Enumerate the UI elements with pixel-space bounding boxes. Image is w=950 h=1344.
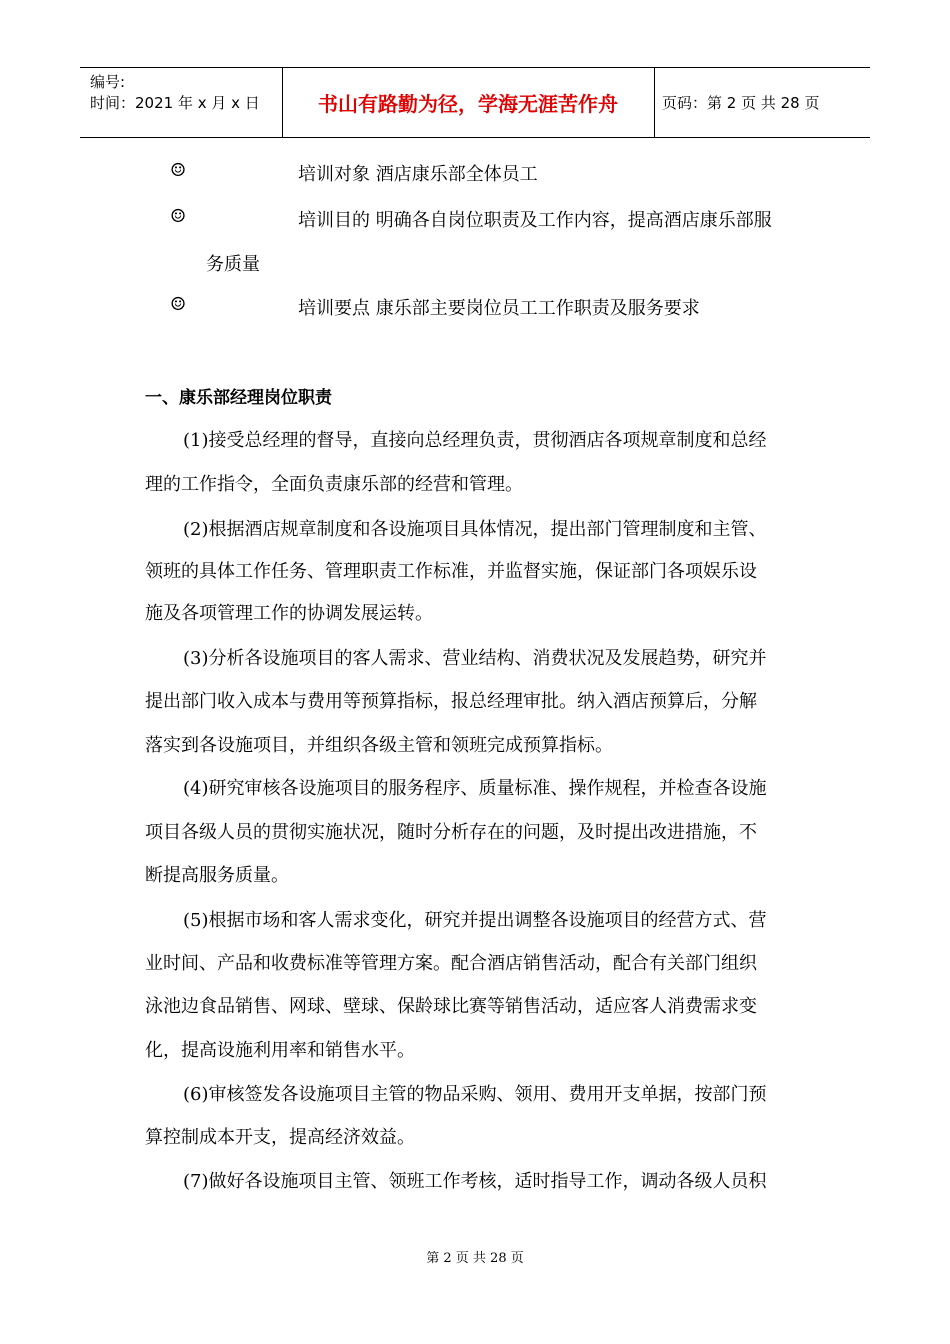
paragraph-line: 落实到各设施项目，并组织各级主管和领班完成预算指标。 bbox=[145, 735, 613, 756]
intro-target: 培训对象 酒店康乐部全体员工 bbox=[298, 164, 538, 185]
paragraph-line: (2)根据酒店规章制度和各设施项目具体情况，提出部门管理制度和主管、 bbox=[183, 519, 767, 540]
paragraph-line: 化，提高设施利用率和销售水平。 bbox=[145, 1040, 415, 1061]
paragraph-line: (5)根据市场和客人需求变化，研究并提出调整各设施项目的经营方式、营 bbox=[183, 910, 767, 931]
header-divider bbox=[654, 68, 655, 137]
paragraph-line: 泳池边食品销售、网球、壁球、保龄球比赛等销售活动，适应客人消费需求变 bbox=[145, 996, 757, 1017]
paragraph-line: 算控制成本开支，提高经济效益。 bbox=[145, 1127, 415, 1148]
page-footer: 第 2 页 共 28 页 bbox=[426, 1251, 524, 1266]
paragraph-line: (6)审核签发各设施项目主管的物品采购、领用、费用开支单据，按部门预 bbox=[183, 1084, 767, 1105]
header-motto: 书山有路勤为径，学海无涯苦作舟 bbox=[318, 92, 618, 116]
paragraph-line: (3)分析各设施项目的客人需求、营业结构、消费状况及发展趋势，研究并 bbox=[183, 648, 767, 669]
smiley-icon: ☺ bbox=[170, 206, 187, 227]
paragraph-line: 领班的具体工作任务、管理职责工作标准，并监督实施，保证部门各项娱乐设 bbox=[145, 561, 757, 582]
smiley-icon: ☺ bbox=[170, 160, 187, 181]
header-left bbox=[90, 72, 260, 114]
intro-points: 培训要点 康乐部主要岗位员工工作职责及服务要求 bbox=[298, 298, 700, 319]
section-title: 一、康乐部经理岗位职责 bbox=[145, 388, 332, 408]
paragraph-line: (7)做好各设施项目主管、领班工作考核，适时指导工作，调动各级人员积 bbox=[183, 1171, 767, 1192]
intro-goal-cont: 务质量 bbox=[206, 254, 260, 275]
number-label: 编号: bbox=[90, 73, 126, 91]
time-label: 时间：2021 年 x 月 x 日 bbox=[90, 94, 260, 112]
smiley-icon: ☺ bbox=[170, 294, 187, 315]
page-header bbox=[80, 67, 870, 138]
paragraph-line: (4)研究审核各设施项目的服务程序、质量标准、操作规程，并检查各设施 bbox=[183, 778, 767, 799]
paragraph-line: (1)接受总经理的督导，直接向总经理负责，贯彻酒店各项规章制度和总经 bbox=[183, 430, 767, 451]
header-page-info: 页码：第 2 页 共 28 页 bbox=[662, 94, 820, 112]
paragraph-line: 理的工作指令，全面负责康乐部的经营和管理。 bbox=[145, 474, 523, 495]
intro-goal: 培训目的 明确各自岗位职责及工作内容，提高酒店康乐部服 bbox=[298, 210, 772, 231]
paragraph-line: 提出部门收入成本与费用等预算指标，报总经理审批。纳入酒店预算后，分解 bbox=[145, 691, 757, 712]
paragraph-line: 断提高服务质量。 bbox=[145, 865, 289, 886]
paragraph-line: 施及各项管理工作的协调发展运转。 bbox=[145, 603, 433, 624]
paragraph-line: 业时间、产品和收费标准等管理方案。配合酒店销售活动，配合有关部门组织 bbox=[145, 953, 757, 974]
paragraph-line: 项目各级人员的贯彻实施状况，随时分析存在的问题，及时提出改进措施，不 bbox=[145, 822, 757, 843]
